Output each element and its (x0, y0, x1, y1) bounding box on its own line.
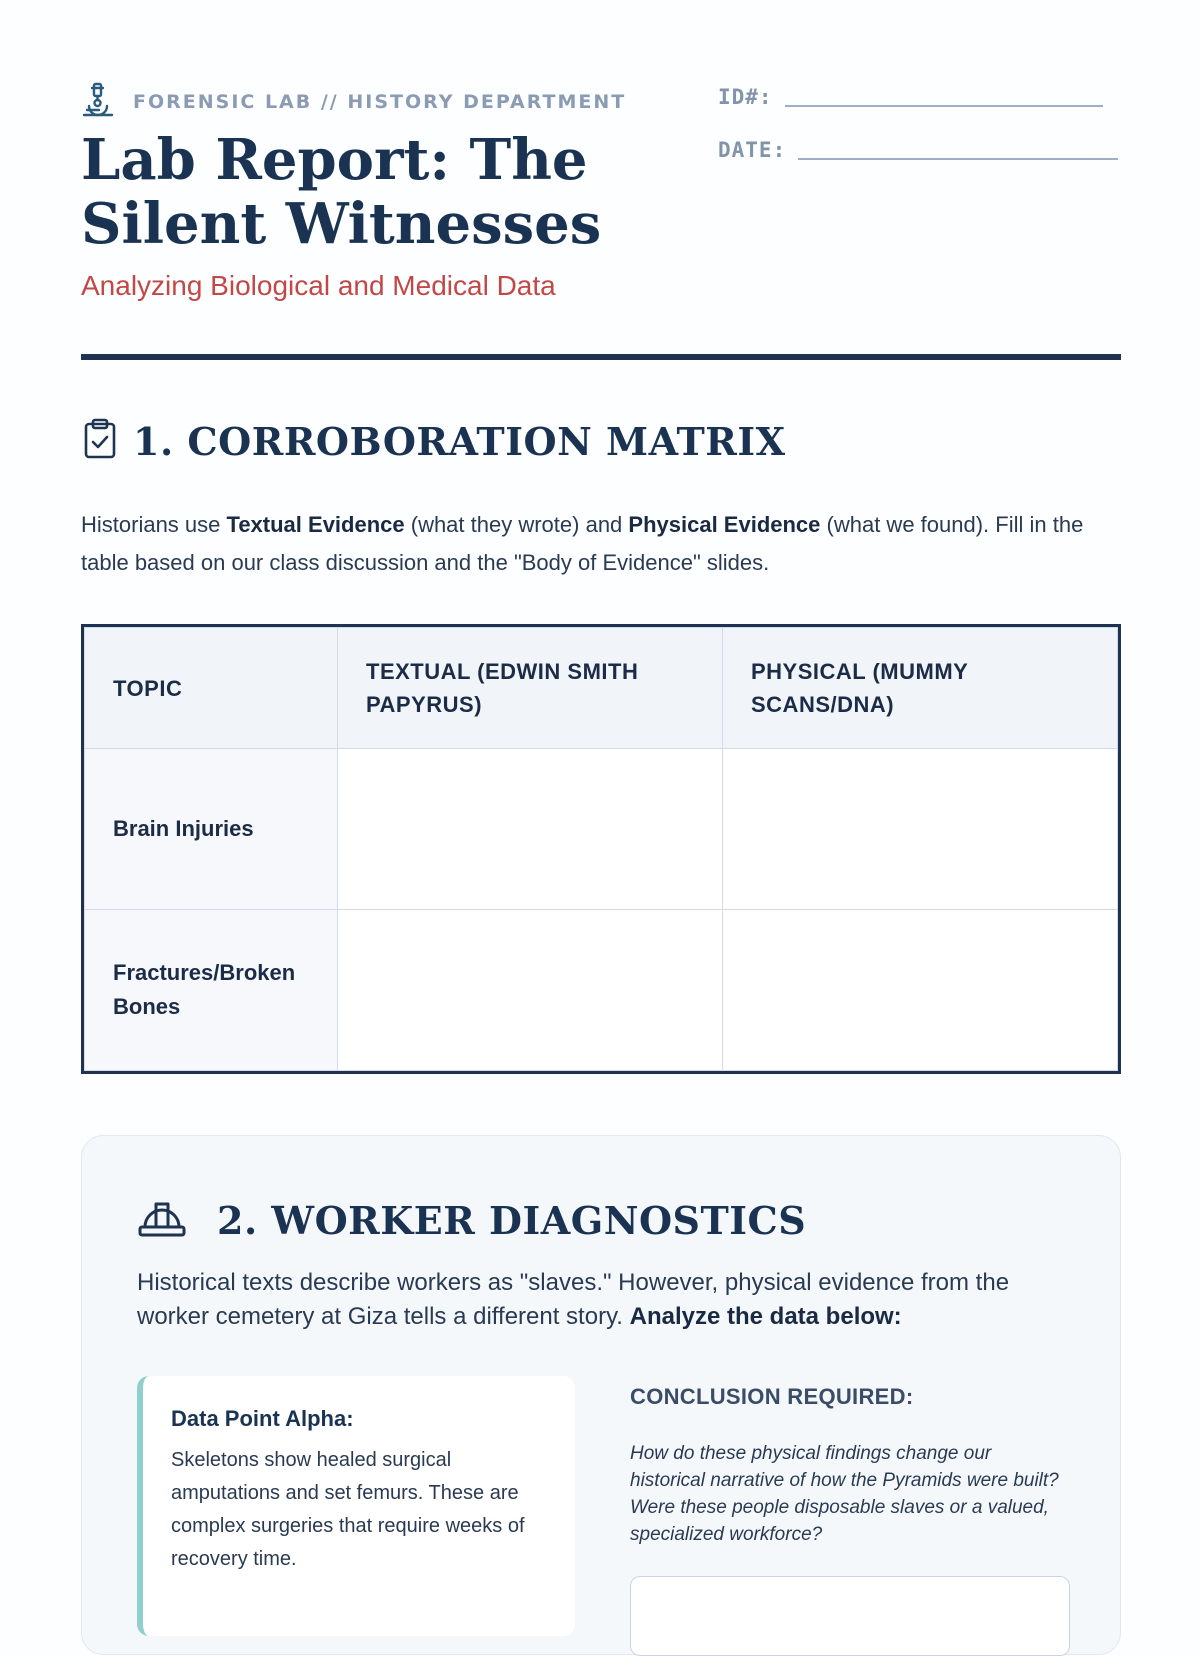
conclusion-label: CONCLUSION REQUIRED: (630, 1384, 914, 1409)
department-row (81, 82, 626, 122)
analyze-instruction: Analyze the data below: (629, 1303, 902, 1330)
date-field[interactable] (718, 138, 1118, 162)
header-divider (81, 354, 1121, 360)
id-field[interactable] (718, 85, 1103, 109)
hard-hat-icon (137, 1199, 187, 1243)
page-title: Lab Report: The Silent Witnesses (81, 127, 602, 257)
section2-title: 2. WORKER DIAGNOSTICS (217, 1198, 807, 1243)
answer-cell-physical[interactable] (723, 910, 1118, 1071)
answer-cell-physical[interactable] (723, 749, 1118, 910)
intro-text: (what they wrote) and (404, 512, 629, 537)
data-point-title: Data Point Alpha: (171, 1406, 354, 1431)
textual-evidence-term: Textual Evidence (226, 512, 405, 537)
physical-evidence-term: Physical Evidence (628, 512, 821, 537)
page-subtitle: Analyzing Biological and Medical Data (81, 270, 556, 301)
conclusion-answer-box[interactable] (630, 1576, 1070, 1656)
data-point-body: Skeletons show healed surgical amputations and set femurs. These are complex surgeries that require weeks of recovery time. (171, 1449, 525, 1570)
id-write-line[interactable] (785, 104, 1103, 107)
section1-heading (81, 418, 786, 464)
table-row (85, 910, 1118, 1071)
answer-cell-textual[interactable] (338, 749, 723, 910)
worksheet-page (81, 0, 1121, 1570)
row-topic-fractures: Fractures/Broken Bones (85, 910, 338, 1071)
worker-diagnostics-card (81, 1135, 1121, 1655)
clipboard-check-icon (81, 418, 119, 464)
row-topic-brain-injuries: Brain Injuries (85, 749, 338, 910)
data-point-alpha-card (137, 1376, 575, 1636)
answer-cell-textual[interactable] (338, 910, 723, 1071)
microscope-icon (81, 82, 115, 122)
department-label: FORENSIC LAB // HISTORY DEPARTMENT (133, 91, 627, 113)
column-header-physical: PHYSICAL (MUMMY SCANS/DNA) (723, 628, 1118, 749)
id-label: ID#: (718, 85, 773, 109)
corroboration-matrix (81, 624, 1121, 1074)
report-header (81, 0, 1121, 300)
intro-text: Historical texts describe workers as "slaves." However, physical evidence from the worker cemetery at Giza tells a different story. (137, 1269, 1010, 1330)
conclusion-question: How do these physical findings change our historical narrative of how the Pyramids were built? Were these people disposable slaves or a valued, specialized workforce? (630, 1443, 1059, 1545)
section2-heading (137, 1198, 806, 1243)
section1-title: 1. CORROBORATION MATRIX (133, 418, 786, 464)
table-row (85, 749, 1118, 910)
conclusion-block (630, 1384, 1070, 1548)
column-header-topic: TOPIC (85, 628, 338, 749)
table-header-row (85, 628, 1118, 749)
intro-text: Historians use (81, 512, 227, 537)
column-header-textual: TEXTUAL (EDWIN SMITH PAPYRUS) (338, 628, 723, 749)
intro-text: (what we found). Fill in the table based on our class discussion and the "Body of Evidence" slides. (81, 512, 1084, 575)
date-write-line[interactable] (798, 157, 1118, 160)
section1-intro (81, 506, 1121, 582)
section2-intro (137, 1266, 1077, 1334)
date-label: DATE: (718, 138, 787, 162)
